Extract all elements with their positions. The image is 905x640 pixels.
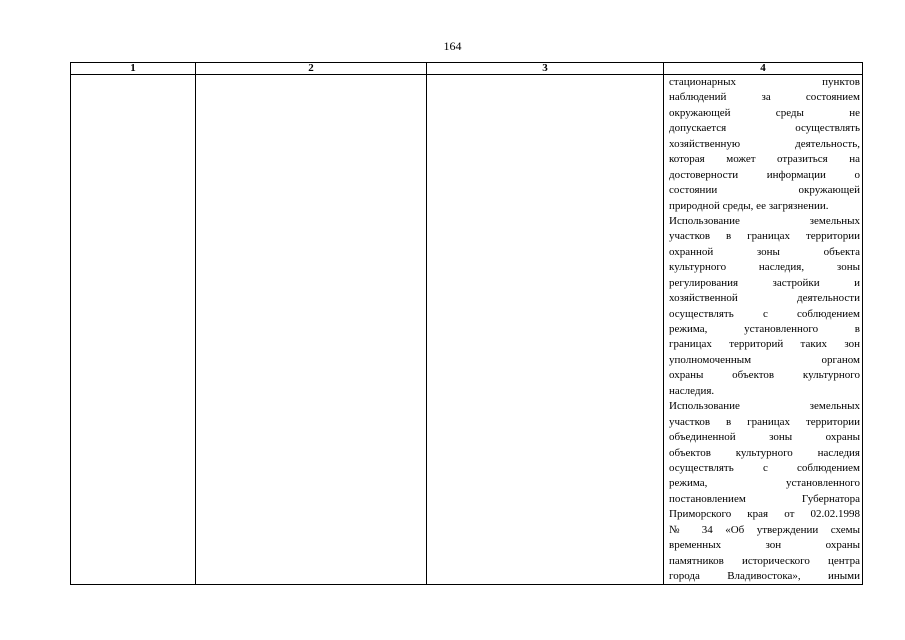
column-header-4: 4: [664, 63, 863, 75]
cell-column-3: [427, 75, 664, 585]
column-header-3: 3: [427, 63, 664, 75]
text-line: осуществлять с соблюдением: [669, 461, 860, 474]
document-table: [70, 62, 863, 585]
table-header-row: [71, 63, 863, 75]
text-line: временных зон охраны: [669, 539, 860, 552]
text-line: стационарных пунктов: [669, 76, 860, 88]
text-line: которая может отразиться на: [669, 153, 860, 166]
text-line: наблюдений за состоянием: [669, 91, 860, 104]
text-line: режима, установленного в: [669, 323, 860, 335]
text-line: хозяйственной деятельности: [669, 292, 860, 305]
text-line: природной среды, ее загрязнении.: [669, 199, 829, 212]
text-line: Приморского края от 02.02.1998: [669, 508, 860, 521]
text-line: города Владивостока», иными: [669, 570, 860, 582]
text-line: режима, установленного: [669, 477, 860, 490]
text-line: состоянии окружающей: [669, 184, 860, 197]
text-line: объединенной зоны охраны: [669, 431, 860, 444]
cell-column-2: [196, 75, 427, 585]
column-4-text: [664, 75, 862, 584]
text-line: Использование земельных: [669, 214, 860, 227]
text-line: объектов культурного наследия: [669, 446, 860, 459]
text-line: Использование земельных: [669, 400, 860, 413]
text-line: достоверности информации о: [669, 168, 860, 181]
text-line: охраны объектов культурного: [669, 369, 860, 382]
text-line: хозяйственную деятельность,: [669, 137, 860, 150]
text-line: постановлением Губернатора: [669, 492, 860, 505]
text-line: участков в границах территории: [669, 415, 860, 428]
text-line: допускается осуществлять: [669, 122, 860, 135]
text-line: № 34 «Об утверждении схемы: [669, 523, 860, 536]
text-line: охранной зоны объекта: [669, 245, 860, 258]
column-header-2: 2: [196, 63, 427, 75]
cell-column-4: [664, 75, 863, 585]
text-line: культурного наследия, зоны: [669, 261, 860, 274]
text-line: окружающей среды не: [669, 106, 860, 119]
text-line: уполномоченным органом: [669, 353, 860, 366]
text-line: границах территорий таких зон: [669, 338, 860, 351]
text-line: памятников исторического центра: [669, 554, 860, 567]
table-row: [71, 75, 863, 585]
column-header-1: 1: [71, 63, 196, 75]
cell-column-1: [71, 75, 196, 585]
text-line: участков в границах территории: [669, 230, 860, 243]
text-line: регулирования застройки и: [669, 276, 860, 289]
text-line: наследия.: [669, 384, 715, 397]
text-line: осуществлять с соблюдением: [669, 307, 860, 320]
page-number: 164: [443, 39, 462, 53]
